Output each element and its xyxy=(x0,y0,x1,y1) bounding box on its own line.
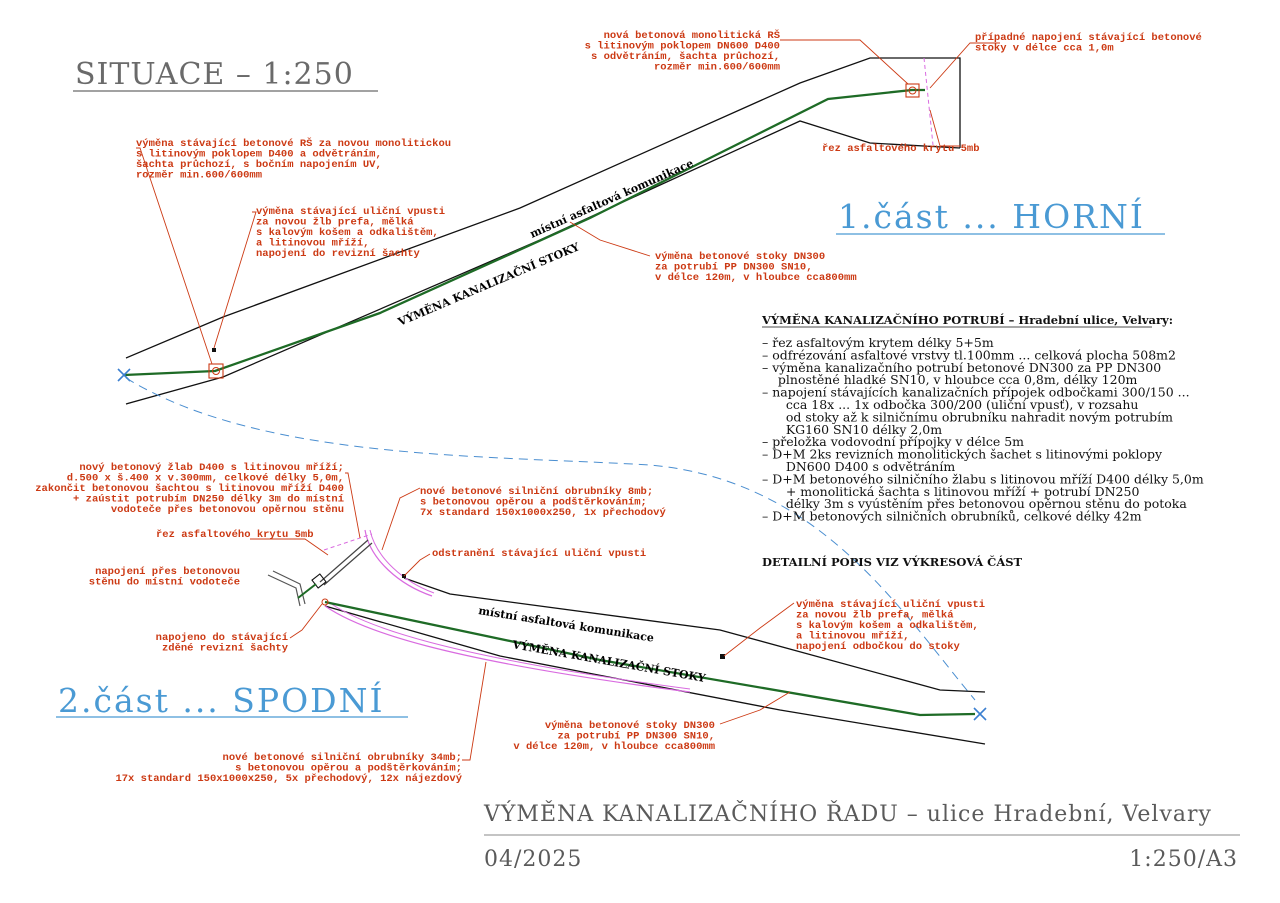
note-line: s litinovým poklopem DN600 D400 xyxy=(584,40,780,53)
note-line: a litinovou mříží, xyxy=(256,237,370,250)
description-block xyxy=(761,313,1204,569)
leader-lower-kerb34 xyxy=(462,662,486,760)
note-line: a litinovou mříží, xyxy=(796,630,910,643)
note-line: řez asfaltového krytu 5mb xyxy=(822,143,980,155)
note-line: s betonovou opěrou a podštěrkováním; xyxy=(420,496,647,509)
title-block-project: VÝMĚNA KANALIZAČNÍHO ŘADU – ulice Hradební, Velvary xyxy=(484,802,1212,827)
description-line: – odfrézování asfaltové vrstvy tl.100mm ... celková plocha 508m2 xyxy=(762,347,1176,363)
description-heading: VÝMĚNA KANALIZAČNÍHO POTRUBÍ – Hradební ulice, Velvary: xyxy=(762,313,1173,327)
leader-lower-sewer xyxy=(720,692,790,724)
note-line: šachta průchozí, s bočním napojením UV, xyxy=(136,159,382,171)
description-line: DN600 D400 s odvětráním xyxy=(762,459,956,474)
lower-sewer-label: VÝMĚNA KANALIZAČNÍ STOKY xyxy=(511,638,707,685)
note-lower-sewer-replace xyxy=(513,720,715,753)
note-line: za novou žlb prefa, mělká xyxy=(796,609,954,622)
upper-inlet-icon xyxy=(212,348,216,352)
lower-sewer-end-cross xyxy=(974,708,986,720)
note-upper-connection xyxy=(975,32,1202,55)
note-line: v délce 120m, v hloubce cca800mm xyxy=(513,741,715,753)
leader-lower-kerb8 xyxy=(382,488,420,550)
title-block-scale: 1:250/A3 xyxy=(1129,847,1238,872)
note-upper-rs xyxy=(136,136,451,182)
note-upper-sewer-replace xyxy=(655,251,857,284)
note-line: zakončit betonovou šachtou s litinovou mříží D400 xyxy=(35,483,344,495)
description-line: + monolitická šachta s litinovou mříží + potrubí DN250 xyxy=(762,483,1140,499)
note-line: napojení odbočkou do stoky xyxy=(796,641,960,653)
note-line: d.500 x š.400 x v.300mm, celkové délky 5,0m, xyxy=(66,472,344,485)
note-line: za novou žlb prefa, mělká xyxy=(256,216,414,229)
note-lower-cut xyxy=(156,529,314,541)
retaining-wall xyxy=(268,575,300,606)
description-line: plnostěné hladké SN10, v hloubce cca 0,8m, délky 120m xyxy=(762,372,1138,388)
note-upper-cut xyxy=(822,143,980,155)
note-line: 7x standard 150x1000x250, 1x přechodový xyxy=(420,507,666,519)
note-line: výměna stávající uliční vpusti xyxy=(256,206,446,218)
note-line: výměna betonové stoky DN300 xyxy=(544,720,715,732)
note-line: stoky v délce cca 1,0m xyxy=(975,42,1114,55)
description-line: – D+M betonových silničních obrubníků, celkové délky 42m xyxy=(762,508,1142,524)
note-line: za potrubí PP DN300 SN10, xyxy=(557,730,715,743)
note-line: rozměr min.600/600mm xyxy=(653,61,780,74)
note-line: nové betonové silniční obrubníky 8mb; xyxy=(420,486,654,498)
lower-road-label: místní asfaltová komunikace xyxy=(477,604,655,645)
note-lower-kerb-34 xyxy=(115,752,462,785)
description-line: – výměna kanalizačního potrubí betonové DN300 za PP DN300 xyxy=(762,359,1162,375)
note-lower-remove xyxy=(432,548,646,560)
note-line: s kalovým košem a odkalištěm, xyxy=(796,620,979,632)
note-line: výměna betonové stoky DN300 xyxy=(655,251,826,263)
leader-upper-sewer xyxy=(570,222,650,256)
note-line: s litinovým poklopem D400 a odvětráním, xyxy=(136,148,382,161)
description-line: od stoky až k silničnímu obrubníku nahradit novým potrubím xyxy=(762,409,1173,425)
note-line: napojeno do stávající xyxy=(155,632,288,644)
upper-road-label: místní asfaltová komunikace xyxy=(527,156,696,241)
leader-upper-cut xyxy=(930,110,960,146)
note-line: vodoteče přes betonovou opěrnou stěnu xyxy=(110,504,344,516)
note-line: odstranění stávající uliční vpusti xyxy=(432,548,647,560)
note-line: napojení do revizní šachty xyxy=(256,248,420,260)
upper-sewer-label: VÝMĚNA KANALIZAČNÍ STOKY xyxy=(396,240,582,329)
description-line: – D+M betonového silničního žlabu s litinovou mříží D400 délky 5,0m xyxy=(762,471,1204,487)
note-line: výměna stávající uliční vpusti xyxy=(796,599,986,611)
retaining-wall-inner xyxy=(273,571,305,604)
note-line: za potrubí PP DN300 SN10, xyxy=(655,261,813,274)
note-line: zděné revizní šachty xyxy=(161,642,288,655)
note-lower-wall xyxy=(89,566,240,589)
leader-upper-inlet xyxy=(214,212,256,348)
description-line: – D+M 2ks revizních monolitických šachet s litinovými poklopy xyxy=(762,446,1163,462)
lower-drain-channel xyxy=(320,540,372,585)
description-footer: DETAILNÍ POPIS VIZ VÝKRESOVÁ ČÁST xyxy=(762,555,1023,569)
upper-cut-line xyxy=(924,58,933,145)
note-line: nové betonové silniční obrubníky 34mb; xyxy=(222,752,462,764)
note-line: s odvětráním, šachta průchozí, xyxy=(590,51,780,63)
note-line: napojení přes betonovou xyxy=(95,566,240,578)
description-line: cca 18x ... 1x odbočka 300/200 (uliční vpusť), v rozsahu xyxy=(762,397,1139,412)
note-line: rozměr min.600/600mm xyxy=(136,169,263,182)
lower-inlet-icon xyxy=(720,654,725,659)
description-lines xyxy=(762,335,1204,524)
note-line: řez asfaltového krytu 5mb xyxy=(156,529,314,541)
upper-sewer-line xyxy=(124,90,925,375)
note-line: s kalovým košem a odkalištěm, xyxy=(256,227,439,239)
note-line: případné napojení stávající betonové xyxy=(975,32,1202,44)
note-line: 17x standard 150x1000x250, 5x přechodový, 12x nájezdový xyxy=(115,773,462,785)
section-title-lower: 2.část ... SPODNÍ xyxy=(58,681,385,720)
leader-lower-drain xyxy=(345,473,360,538)
note-line: výměna stávající betonové RŠ za novou monolitickou xyxy=(136,138,452,150)
title-block-date: 04/2025 xyxy=(484,847,583,872)
title-block xyxy=(483,800,1240,872)
description-line: – řez asfaltovým krytem délky 5+5m xyxy=(762,335,994,350)
leader-lower-inlet xyxy=(724,603,794,656)
description-line: – přeložka vodovodní přípojky v délce 5m xyxy=(762,434,1025,450)
note-line: nová betonová monolitická RŠ xyxy=(603,30,780,42)
description-line: délky 3m s vyústěním přes betonovou opěrnou stěnu do potoka xyxy=(762,496,1187,512)
lower-cut-line xyxy=(324,534,372,550)
note-line: s betonovou opěrou a podštěrkováním; xyxy=(235,762,462,775)
note-line: + zaústit potrubím DN250 délky 3m do místní xyxy=(73,493,344,506)
description-line: KG160 SN10 délky 2,0m xyxy=(762,421,943,437)
drawing-title: SITUACE – 1:250 xyxy=(75,57,354,92)
note-lower-inlet xyxy=(796,599,985,653)
note-upper-inlet xyxy=(256,206,445,260)
note-upper-manhole xyxy=(585,28,780,74)
leader-lower-existing xyxy=(290,604,322,638)
leader-lower-cut xyxy=(250,539,328,555)
leader-upper-manhole xyxy=(780,40,908,84)
kerb-8mb-outer xyxy=(365,530,432,596)
note-line: v délce 120m, v hloubce cca800mm xyxy=(655,272,857,284)
note-lower-kerb-8 xyxy=(420,486,666,519)
note-line: nový betonový žlab D400 s litinovou mříží; xyxy=(79,462,344,474)
description-line: – napojení stávajících kanalizačních přípojek odbočkami 300/150 ... xyxy=(762,384,1190,400)
section-title-upper: 1.část ... HORNÍ xyxy=(838,197,1145,236)
note-lower-existing xyxy=(156,632,289,655)
note-lower-drain xyxy=(35,462,344,516)
leader-lower-remove xyxy=(404,554,430,576)
note-line: stěnu do místní vodoteče xyxy=(88,576,240,589)
